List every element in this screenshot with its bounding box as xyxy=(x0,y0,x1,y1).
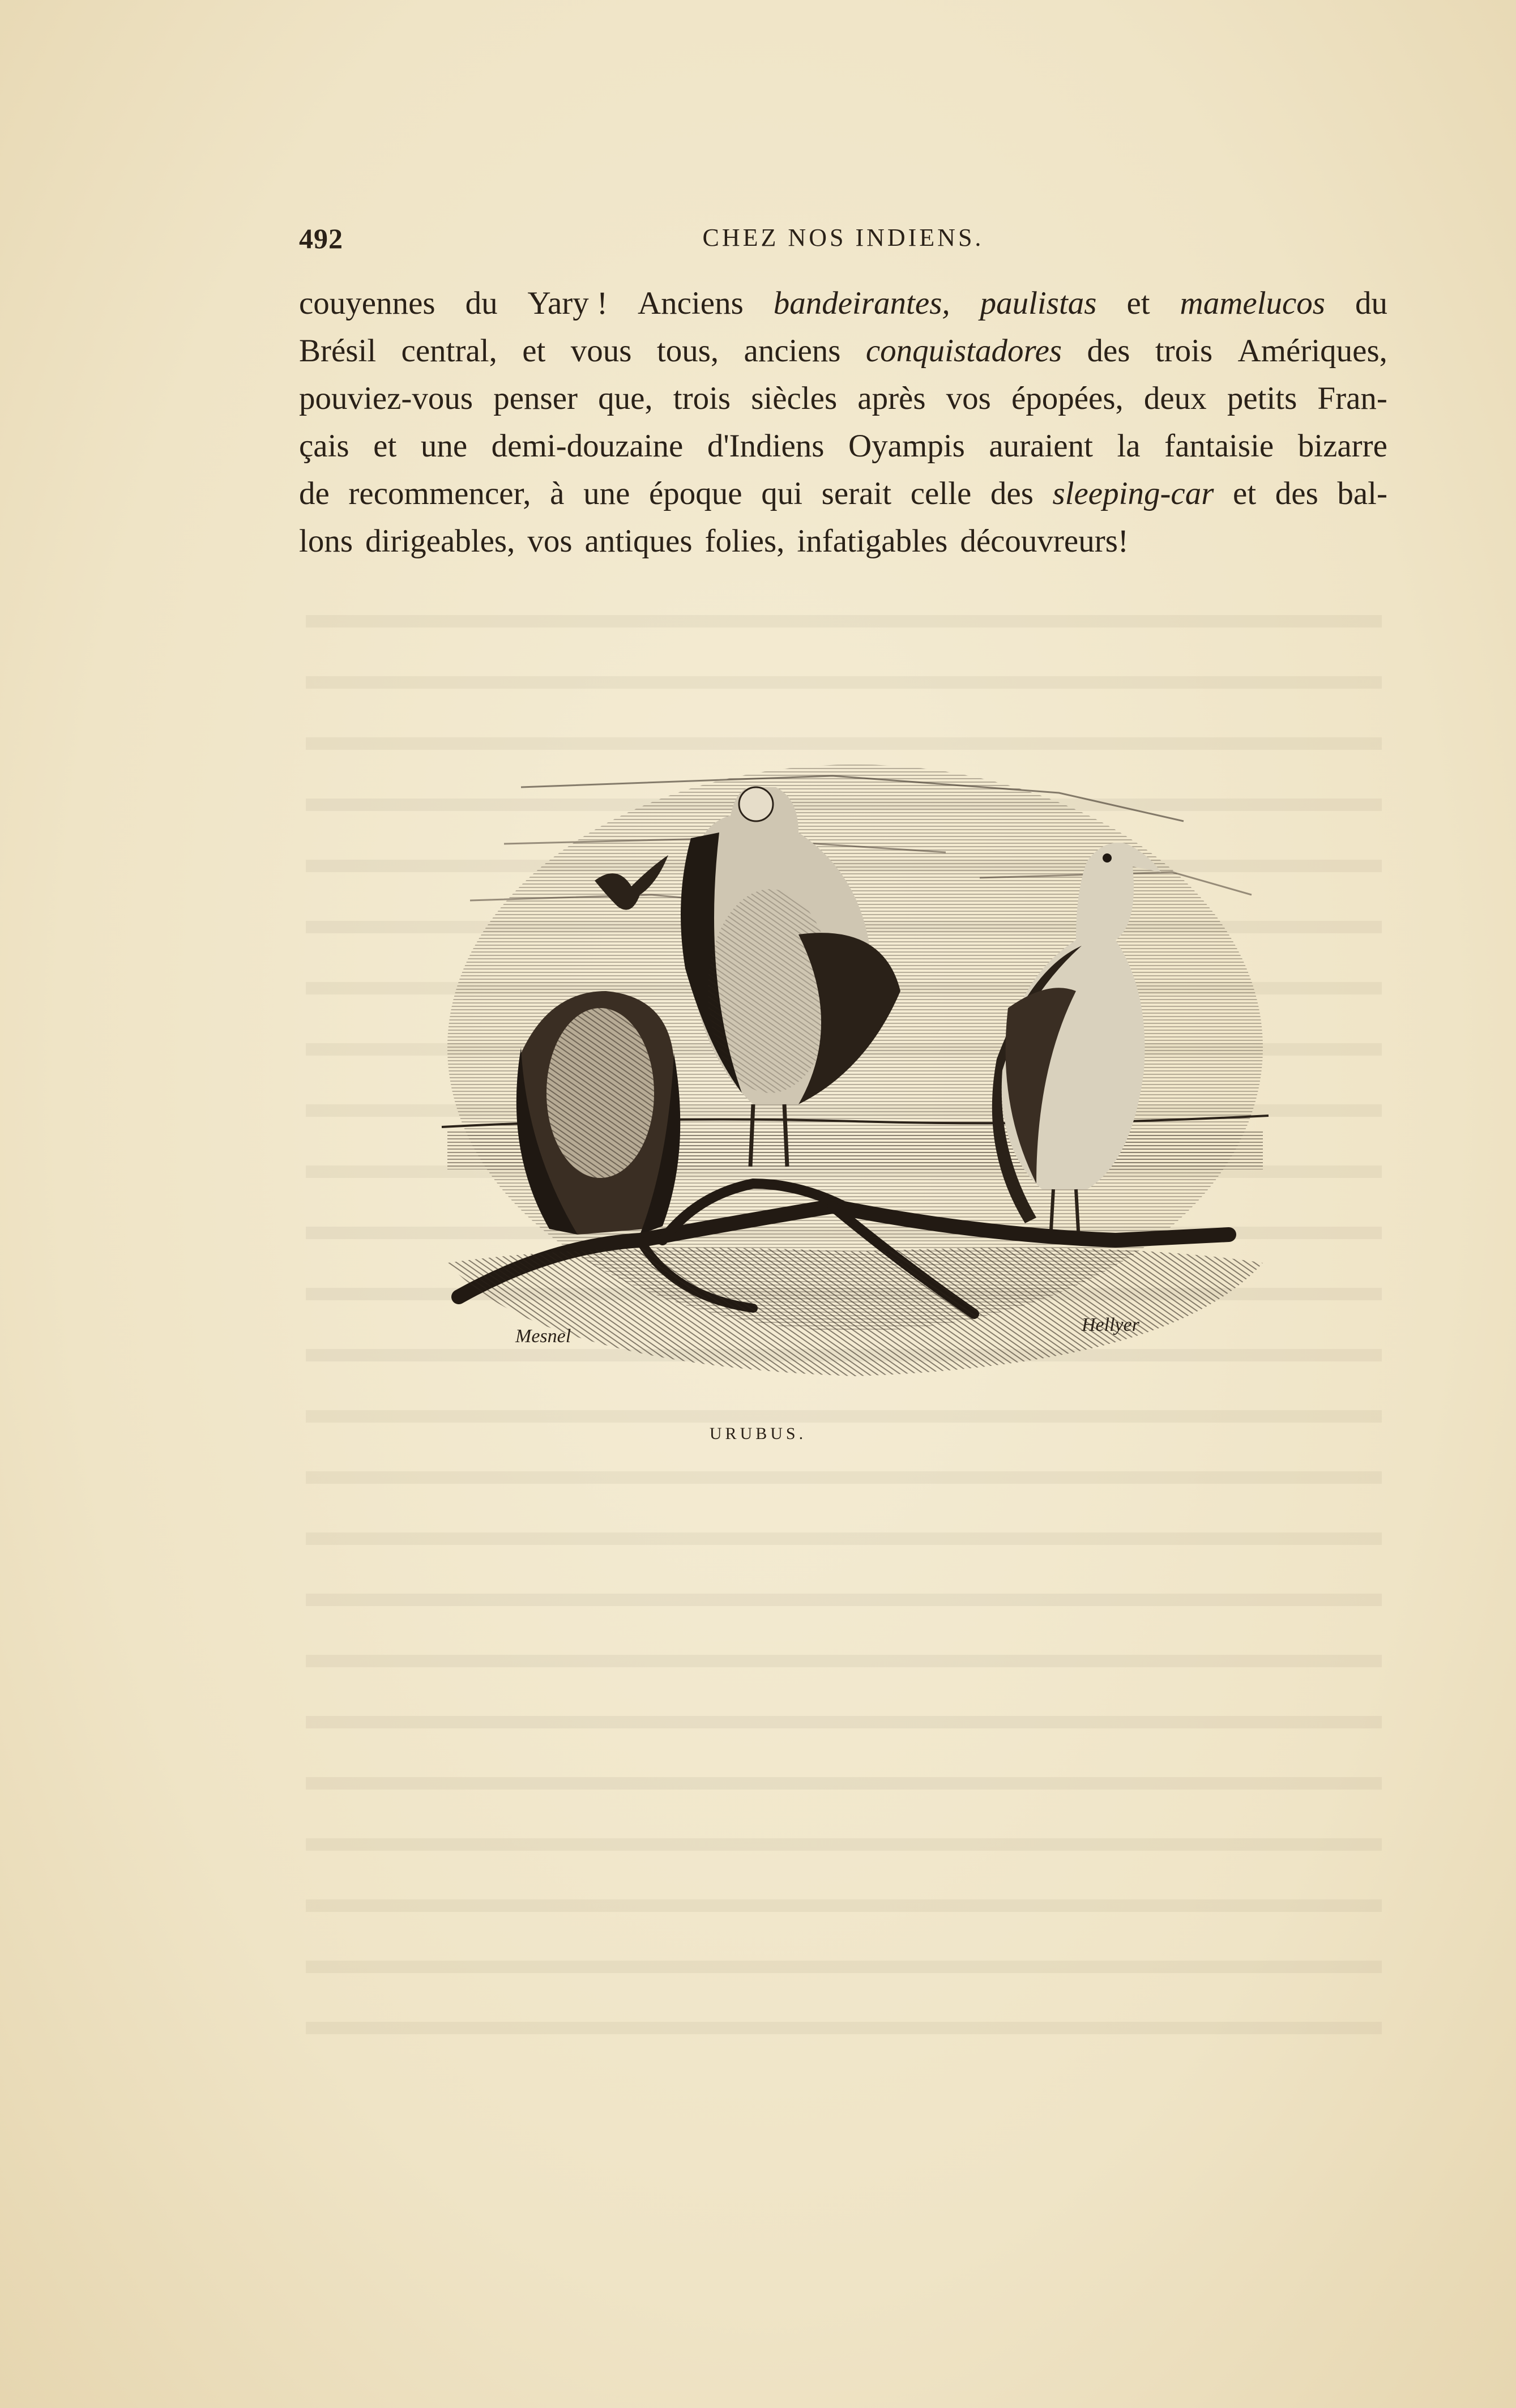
word: folies, xyxy=(704,523,785,559)
word: serait xyxy=(821,476,892,511)
word: sleeping-car xyxy=(1052,476,1214,511)
word: et xyxy=(373,428,397,464)
word: Fran- xyxy=(1317,381,1387,416)
word: deux xyxy=(1143,381,1207,416)
word: une xyxy=(420,428,468,464)
word: anciens xyxy=(744,333,841,369)
word: trois xyxy=(1155,333,1213,369)
word: siècles xyxy=(751,381,838,416)
text-line xyxy=(299,375,1387,422)
word: recommencer, xyxy=(348,476,531,511)
word: de xyxy=(299,476,330,511)
word: petits xyxy=(1227,381,1297,416)
word: après xyxy=(857,381,926,416)
text-line xyxy=(299,422,1387,470)
word: Amériques, xyxy=(1237,333,1387,369)
word: bizarre xyxy=(1297,428,1387,464)
running-head xyxy=(299,222,1387,262)
word: auraient xyxy=(989,428,1093,464)
word: des xyxy=(1087,333,1130,369)
word: vous xyxy=(570,333,632,369)
word: à xyxy=(550,476,565,511)
word: demi-douzaine xyxy=(491,428,684,464)
running-title: CHEZ NOS INDIENS. xyxy=(702,224,984,251)
text-line xyxy=(299,518,1387,565)
word: vos xyxy=(946,381,991,416)
word: que, xyxy=(598,381,653,416)
word: bal- xyxy=(1337,476,1387,511)
text-line xyxy=(299,327,1387,375)
word: fantaisie xyxy=(1164,428,1274,464)
word: conquistadores xyxy=(865,333,1062,369)
word: lons xyxy=(299,523,353,559)
word: trois xyxy=(673,381,731,416)
signature-left: Mesnel xyxy=(515,1326,571,1347)
word: des xyxy=(990,476,1034,511)
word: Brésil xyxy=(299,333,377,369)
word: pouviez-vous xyxy=(299,381,473,416)
word: paulistas xyxy=(980,285,1097,321)
word: époque xyxy=(648,476,742,511)
word: central, xyxy=(401,333,497,369)
word: dirigeables, xyxy=(365,523,515,559)
text-line xyxy=(299,470,1387,518)
left-vulture xyxy=(516,991,680,1235)
word: tous, xyxy=(656,333,719,369)
word: du xyxy=(465,285,498,321)
word: la xyxy=(1117,428,1141,464)
word: du xyxy=(1355,285,1387,321)
word: découvreurs! xyxy=(960,523,1129,559)
word: couyennes xyxy=(299,285,435,321)
word: infatigables xyxy=(797,523,948,559)
vulture-engraving xyxy=(436,753,1274,1382)
figure-caption: URUBUS. xyxy=(709,1424,807,1443)
word: qui xyxy=(761,476,803,511)
page-number: 492 xyxy=(299,223,343,254)
word: celle xyxy=(910,476,972,511)
word: çais xyxy=(299,428,349,464)
text-line xyxy=(299,280,1387,327)
word: Oyampis xyxy=(848,428,965,464)
word: d'Indiens xyxy=(707,428,825,464)
word: des xyxy=(1275,476,1318,511)
word: bandeirantes, xyxy=(773,285,950,321)
word: et xyxy=(522,333,546,369)
signature-right: Hellyer xyxy=(1082,1314,1139,1335)
word: antiques xyxy=(584,523,693,559)
word: penser xyxy=(493,381,578,416)
ground xyxy=(447,1248,1263,1376)
word: et xyxy=(1126,285,1150,321)
body-paragraph xyxy=(299,280,1387,565)
word: épopées, xyxy=(1011,381,1124,416)
word: mamelucos xyxy=(1180,285,1325,321)
word: et xyxy=(1233,476,1257,511)
word: une xyxy=(583,476,630,511)
word: vos xyxy=(527,523,573,559)
word: Yary ! xyxy=(527,285,608,321)
word: Anciens xyxy=(637,285,744,321)
